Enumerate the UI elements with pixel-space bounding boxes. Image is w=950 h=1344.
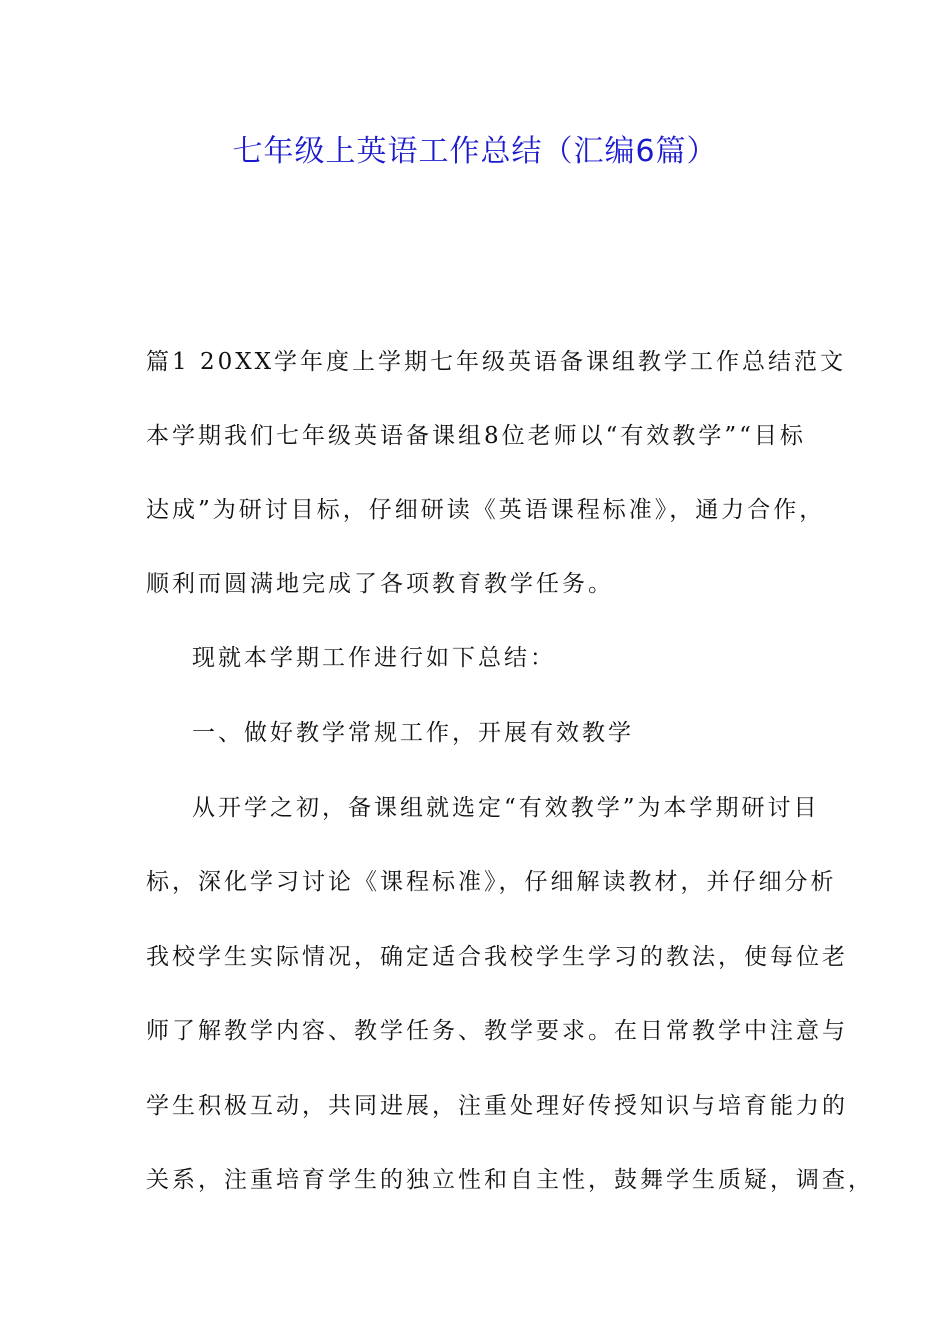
body-line: 达成”为研讨目标，仔细研读《英语课程标准》，通力合作， <box>146 497 826 523</box>
body-line: 标，深化学习讨论《课程标准》，仔细解读教材，并仔细分析 <box>146 869 837 895</box>
body-line: 我校学生实际情况，确定适合我校学生学习的教法，使每位老 <box>146 944 848 970</box>
document-title: 七年级上英语工作总结（汇编6篇） <box>232 134 718 169</box>
section-heading: 一、做好教学常规工作，开展有效教学 <box>192 720 634 746</box>
body-line: 学生积极互动，共同进展，注重处理好传授知识与培育能力的 <box>146 1093 848 1119</box>
body-line: 从开学之初，备课组就选定“有效教学”为本学期研讨目 <box>192 795 820 821</box>
body-line: 本学期我们七年级英语备课组8位老师以“有效教学”“目标 <box>146 423 806 449</box>
body-line: 关系，注重培育学生的独立性和自主性，鼓舞学生质疑，调查， <box>146 1167 874 1193</box>
body-line: 师了解教学内容、教学任务、教学要求。在日常教学中注意与 <box>146 1018 848 1044</box>
body-line: 现就本学期工作进行如下总结： <box>192 645 556 671</box>
body-line: 篇1 20XX学年度上学期七年级英语备课组教学工作总结范文 <box>146 349 846 375</box>
body-line: 顺利而圆满地完成了各项教育教学任务。 <box>146 571 614 597</box>
